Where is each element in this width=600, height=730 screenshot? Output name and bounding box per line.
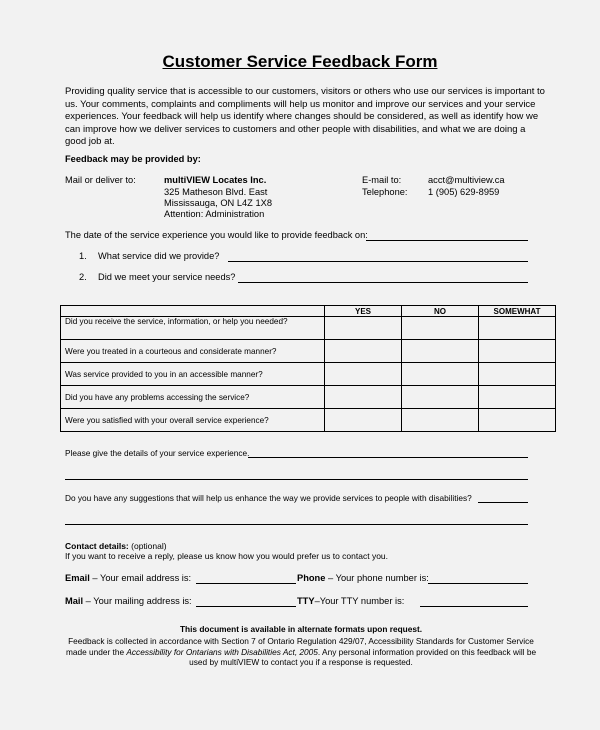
table-row (61, 340, 556, 363)
date-prompt: The date of the service experience you would like to provide feedback on: (65, 230, 368, 240)
table-row (61, 386, 556, 409)
suggestions-input-line-2[interactable] (65, 524, 528, 525)
tty-option-text: –Your TTY number is: (314, 596, 405, 606)
mail-option-prefix: Mail (65, 596, 84, 606)
mailing-address-line[interactable] (196, 606, 296, 607)
form-title: Customer Service Feedback Form (162, 52, 438, 71)
header-yes: YES (325, 306, 402, 317)
phone-option-prefix: Phone (297, 573, 326, 583)
date-input-line[interactable] (366, 240, 528, 241)
mail-option-label (65, 596, 192, 606)
privacy-text-b: . Any personal information provided on this feedback will be used by multiVIEW to contact you if a response is requested. (189, 646, 537, 667)
privacy-text-a: Feedback is collected in accordance with Section 7 of Ontario Regulation 429/07, Accessibility Standards for Customer Service made under the (65, 636, 534, 657)
experience-input-line-1[interactable] (248, 457, 528, 458)
email-option-label (65, 573, 191, 583)
no-cell[interactable] (402, 409, 479, 432)
yes-cell[interactable] (325, 386, 402, 409)
contact-instructions: If you want to receive a reply, please us know how you would prefer us to contact you. (65, 551, 389, 561)
contact-heading-label: Contact details: (65, 541, 129, 551)
question-1-text: What service did we provide? (98, 251, 220, 261)
experience-input-line-2[interactable] (65, 479, 528, 480)
question-2-number: 2. (79, 272, 87, 282)
yes-cell[interactable] (325, 340, 402, 363)
table-header-blank (61, 306, 325, 317)
yes-cell[interactable] (325, 363, 402, 386)
experience-prompt: Please give the details of your service experience. (65, 448, 250, 458)
mail-option-text: – Your mailing address is: (83, 596, 192, 606)
somewhat-cell[interactable] (479, 386, 556, 409)
email-value: acct@multiview.ca (428, 175, 505, 185)
email-option-prefix: Email (65, 573, 90, 583)
feedback-heading: Feedback may be provided by: (65, 154, 201, 164)
table-row (61, 409, 556, 432)
privacy-act-name: Accessibility for Ontarians with Disabilities Act, 2005 (126, 646, 318, 657)
email-address-line[interactable] (196, 583, 296, 584)
intro-paragraph: Providing quality service that is accessible to our customers, visitors or others who use our services is important to us. Your comments, complaints and compliments will help us monitor and improve our services and your service experiences. Your feedback will help us identify where changes should be considered, as well as identify how we can improve how we deliver services to customers and other people with disabilities, and what we are doing a good job at. (65, 86, 545, 147)
no-cell[interactable] (402, 386, 479, 409)
feedback-table (60, 305, 556, 432)
tty-number-line[interactable] (420, 606, 528, 607)
contact-optional: (optional) (131, 541, 167, 551)
question-cell: Was service provided to you in an accessible manner? (61, 363, 325, 386)
somewhat-cell[interactable] (479, 317, 556, 340)
table-header-row (61, 306, 556, 317)
email-label: E-mail to: (362, 175, 402, 185)
header-no: NO (402, 306, 479, 317)
yes-cell[interactable] (325, 317, 402, 340)
question-cell: Were you treated in a courteous and considerate manner? (61, 340, 325, 363)
question-cell: Were you satisfied with your overall service experience? (61, 409, 325, 432)
question-1-input-line[interactable] (228, 261, 528, 262)
no-cell[interactable] (402, 317, 479, 340)
somewhat-cell[interactable] (479, 363, 556, 386)
contact-heading (65, 541, 167, 551)
phone-option-text: – Your phone number is: (325, 573, 429, 583)
phone-value: 1 (905) 629-8959 (428, 187, 500, 197)
question-cell: Did you receive the service, information, or help you needed? (61, 317, 325, 340)
question-2-input-line[interactable] (238, 282, 528, 283)
suggestions-prompt: Do you have any suggestions that will help us enhance the way we provide services to people with disabilities? (65, 493, 472, 503)
yes-cell[interactable] (325, 409, 402, 432)
somewhat-cell[interactable] (479, 340, 556, 363)
phone-label: Telephone: (362, 187, 408, 197)
phone-option-label (297, 573, 429, 583)
table-row (61, 363, 556, 386)
somewhat-cell[interactable] (479, 409, 556, 432)
suggestions-input-line-1[interactable] (478, 502, 528, 503)
no-cell[interactable] (402, 340, 479, 363)
tty-option-label (297, 596, 404, 606)
privacy-notice (62, 636, 540, 668)
email-option-text: – Your email address is: (89, 573, 192, 583)
table-row (61, 317, 556, 340)
phone-number-line[interactable] (428, 583, 528, 584)
question-cell: Did you have any problems accessing the service? (61, 386, 325, 409)
alt-formats-notice: This document is available in alternate formats upon request. (179, 624, 423, 634)
question-1-number: 1. (79, 251, 87, 261)
address-line-1: 325 Matheson Blvd. East (164, 187, 268, 197)
attention-line: Attention: Administration (164, 209, 265, 219)
no-cell[interactable] (402, 363, 479, 386)
header-somewhat: SOMEWHAT (479, 306, 556, 317)
tty-option-prefix: TTY (297, 596, 315, 606)
question-2-text: Did we meet your service needs? (98, 272, 236, 282)
company-name: multiVIEW Locates Inc. (164, 175, 267, 185)
address-line-2: Mississauga, ON L4Z 1X8 (164, 198, 272, 208)
mail-label: Mail or deliver to: (65, 175, 136, 185)
